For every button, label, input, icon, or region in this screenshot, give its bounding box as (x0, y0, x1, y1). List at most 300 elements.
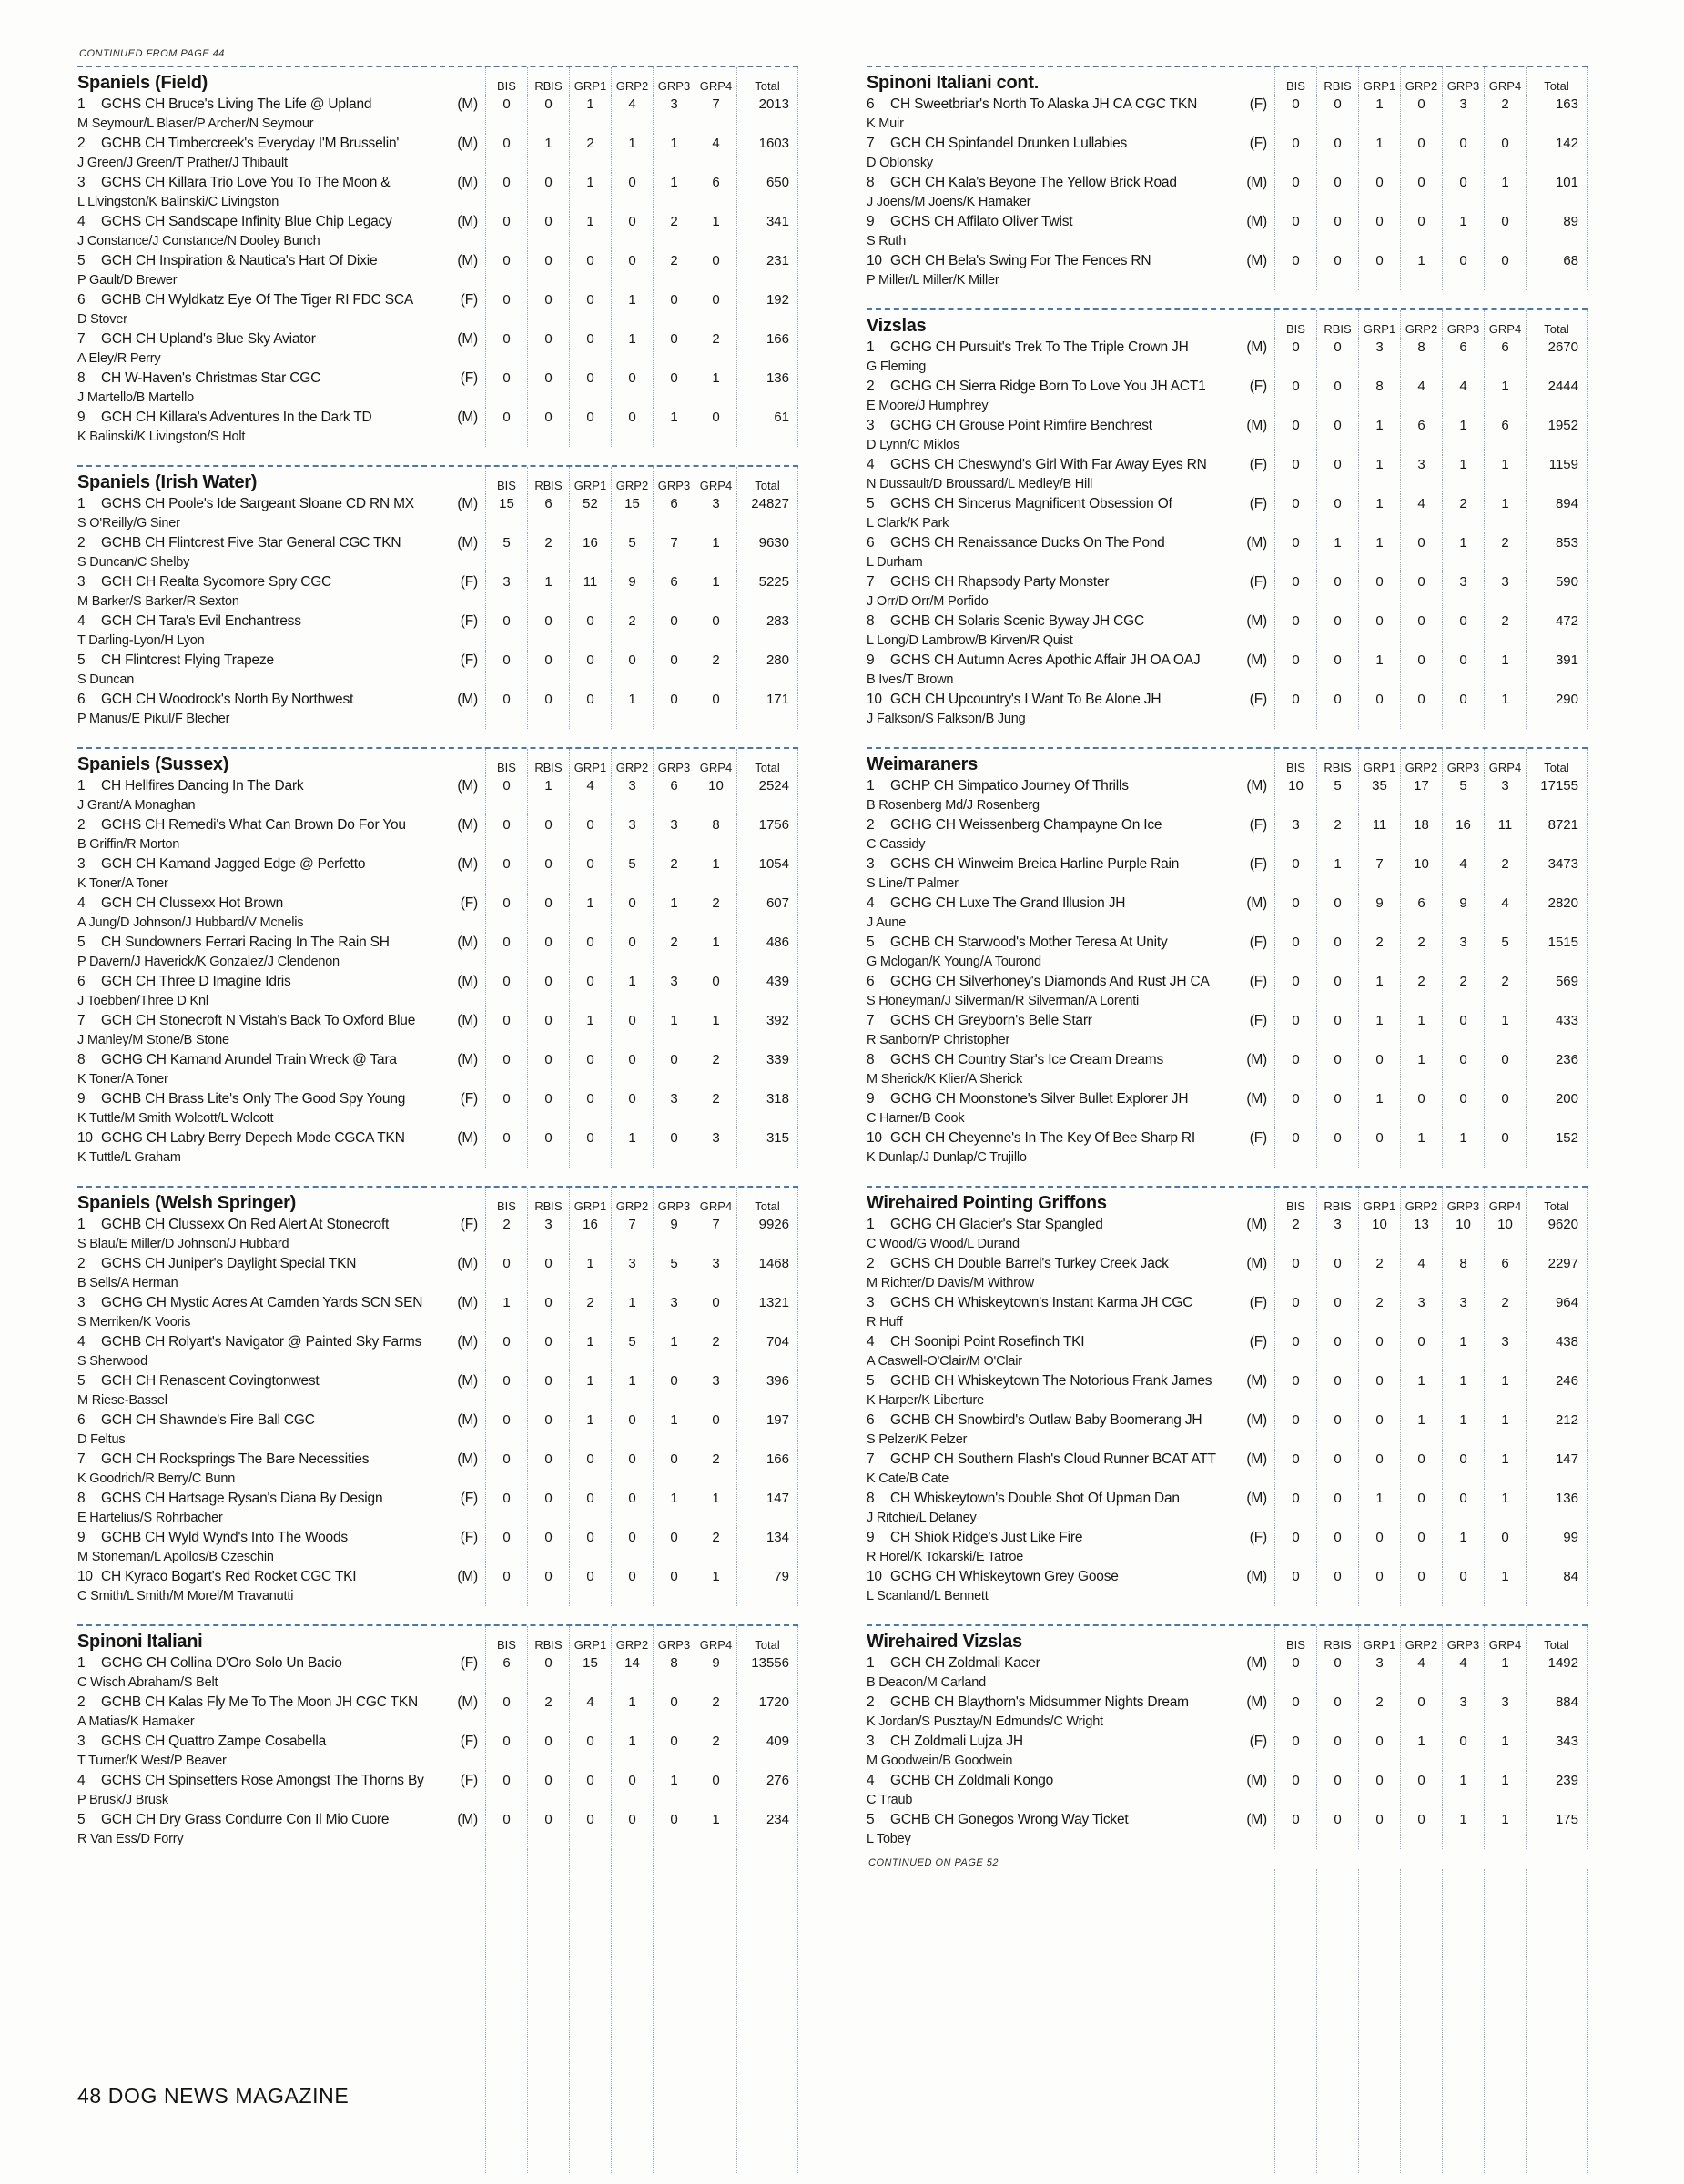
stat-grp4: 1 (695, 1489, 736, 1528)
entry-name-line (77, 815, 480, 835)
entry-row (77, 251, 798, 290)
stat-grp2: 0 (1400, 1489, 1442, 1528)
column-header-grp2: GRP2 (1400, 310, 1442, 338)
stats-header-row (1274, 1188, 1588, 1215)
entry-text (77, 134, 485, 173)
entry-row (77, 1567, 798, 1606)
stat-grp1: 1 (569, 894, 611, 933)
entry-stats (1274, 776, 1588, 815)
entry-owners: R Sanborn/P Christopher (867, 1033, 1010, 1047)
entry-stats (1274, 1128, 1588, 1168)
entry-rank: 10 (77, 1569, 93, 1584)
stat-grp1: 0 (1358, 1371, 1400, 1410)
entry-name-line (867, 1732, 1269, 1752)
entry-stats (485, 533, 798, 572)
stat-grp4: 3 (1484, 1332, 1526, 1371)
entry-sex: (F) (1249, 817, 1267, 833)
entry-text (77, 1089, 485, 1128)
stat-grp3: 1 (1442, 455, 1484, 494)
stat-rbis: 0 (527, 612, 569, 651)
entry-row (867, 95, 1588, 134)
entry-row (77, 1089, 798, 1128)
entry-rank: 2 (867, 1694, 875, 1710)
entry-dog-name: CH Sweetbriar's North To Alaska JH CA CGC TKN (890, 96, 1198, 112)
column-header-rbis: RBIS (527, 67, 569, 95)
stat-grp4: 1 (695, 572, 736, 612)
entry-rank: 8 (77, 1052, 86, 1067)
entry-rank: 5 (867, 1373, 875, 1389)
column-header-grp2: GRP2 (611, 1626, 653, 1653)
stat-grp1: 15 (569, 1653, 611, 1693)
entry-stats (485, 1410, 798, 1450)
stat-total: 472 (1526, 612, 1588, 651)
stat-grp2: 3 (1400, 1293, 1442, 1332)
entry-name-line (77, 572, 480, 592)
entry-owners: M Riese-Bassel (77, 1393, 167, 1408)
entry-stats (1274, 1810, 1588, 1849)
stat-grp4: 1 (1484, 1011, 1526, 1050)
entry-rank: 7 (77, 331, 86, 347)
entry-sex: (M) (1246, 535, 1267, 551)
entry-sex: (F) (460, 370, 478, 386)
entry-row (77, 776, 798, 815)
entry-dog-name: GCH CH Tara's Evil Enchantress (101, 613, 301, 629)
entry-stats (485, 572, 798, 612)
stat-grp2: 3 (1400, 455, 1442, 494)
stat-grp3: 6 (653, 776, 695, 815)
entry-name-line (867, 377, 1269, 397)
entry-stats (485, 1050, 798, 1089)
entry-dog-name: GCHB CH Gonegos Wrong Way Ticket (890, 1812, 1129, 1827)
entry-rank: 1 (77, 496, 86, 511)
stat-grp3: 0 (1442, 1450, 1484, 1489)
column-header-grp1: GRP1 (569, 1188, 611, 1215)
stat-rbis: 0 (1316, 1567, 1358, 1606)
entry-stats (485, 1693, 798, 1732)
stat-bis: 0 (1274, 1293, 1316, 1332)
column-header-grp4: GRP4 (1484, 1188, 1526, 1215)
stat-grp4: 0 (695, 408, 736, 447)
stat-grp1: 11 (1358, 815, 1400, 854)
entry-dog-name: GCHS CH Winweim Breica Harline Purple Rain (890, 856, 1180, 872)
column-header-total: Total (736, 1626, 798, 1653)
column-rule (695, 1849, 736, 2173)
stat-bis: 0 (485, 972, 527, 1011)
stat-grp2: 1 (1400, 251, 1442, 290)
stat-grp1: 0 (1358, 1450, 1400, 1489)
entry-row (867, 494, 1588, 533)
stat-bis: 0 (1274, 1371, 1316, 1410)
stat-bis: 0 (485, 1128, 527, 1168)
stat-grp4: 5 (1484, 933, 1526, 972)
entry-name-line (77, 1653, 480, 1673)
continued-on-note: CONTINUED ON PAGE 52 (868, 1857, 999, 1868)
stat-grp1: 0 (569, 1771, 611, 1810)
column-header-grp4: GRP4 (695, 749, 736, 776)
entry-row (77, 290, 798, 329)
entry-dog-name: GCHS CH Double Barrel's Turkey Creek Jack (890, 1256, 1169, 1271)
entry-dog-name: GCH CH Upland's Blue Sky Aviator (101, 331, 316, 347)
entry-sex: (F) (1249, 935, 1267, 950)
entry-row (867, 1293, 1588, 1332)
stat-total: 136 (736, 369, 798, 408)
entry-sex: (F) (1249, 496, 1267, 511)
stat-rbis: 0 (1316, 1254, 1358, 1293)
stat-grp3: 1 (1442, 1332, 1484, 1371)
entry-owners: S Merriken/K Vooris (77, 1315, 191, 1330)
stat-grp3: 1 (653, 173, 695, 212)
entry-stats (1274, 1089, 1588, 1128)
stat-rbis: 0 (1316, 134, 1358, 173)
stat-grp3: 1 (653, 1489, 695, 1528)
stat-bis: 0 (485, 212, 527, 251)
entry-stats (1274, 416, 1588, 455)
stat-rbis: 0 (527, 173, 569, 212)
stat-rbis: 0 (1316, 1371, 1358, 1410)
stat-grp1: 1 (1358, 416, 1400, 455)
stat-bis: 0 (1274, 612, 1316, 651)
stat-grp3: 0 (653, 651, 695, 690)
stat-rbis: 0 (527, 95, 569, 134)
entry-stats (1274, 1771, 1588, 1810)
entry-name-line (867, 854, 1269, 875)
entry-name-line (867, 1528, 1269, 1548)
entry-sex: (F) (460, 1734, 478, 1749)
entry-name-line (867, 455, 1269, 475)
stat-grp1: 0 (1358, 612, 1400, 651)
stat-grp3: 3 (1442, 95, 1484, 134)
stat-grp1: 16 (569, 1215, 611, 1254)
stat-total: 234 (736, 1810, 798, 1849)
stat-total: 1468 (736, 1254, 798, 1293)
stat-grp3: 0 (653, 612, 695, 651)
stat-bis: 0 (1274, 1528, 1316, 1567)
stat-grp3: 0 (653, 1128, 695, 1168)
entry-dog-name: GCH CH Renascent Covingtonwest (101, 1373, 320, 1389)
entry-name-line (77, 212, 480, 232)
stat-grp3: 0 (1442, 1489, 1484, 1528)
entry-row (867, 1254, 1588, 1293)
column-header-grp4: GRP4 (1484, 1626, 1526, 1653)
stat-grp4: 2 (1484, 1293, 1526, 1332)
entry-row (77, 1489, 798, 1528)
stat-total: 894 (1526, 494, 1588, 533)
stat-rbis: 0 (1316, 1450, 1358, 1489)
stat-grp3: 1 (1442, 1410, 1484, 1450)
entry-owners: J Green/J Green/T Prather/J Thibault (77, 156, 288, 170)
column-header-grp2: GRP2 (611, 67, 653, 95)
entry-rank: 1 (77, 1655, 86, 1671)
entry-dog-name: GCHG CH Luxe The Grand Illusion JH (890, 895, 1126, 911)
stat-grp4: 3 (1484, 1693, 1526, 1732)
column-rule (569, 1849, 611, 2173)
stat-grp3: 5 (1442, 776, 1484, 815)
stat-rbis: 0 (1316, 1771, 1358, 1810)
entry-rank: 2 (77, 136, 86, 151)
stat-total: 2524 (736, 776, 798, 815)
entry-row (77, 1050, 798, 1089)
entry-name-line (77, 408, 480, 428)
stat-grp3: 3 (1442, 933, 1484, 972)
entry-dog-name: CH Soonipi Point Rosefinch TKI (890, 1334, 1085, 1350)
stat-grp3: 1 (1442, 1371, 1484, 1410)
column-header-grp3: GRP3 (653, 1626, 695, 1653)
stat-grp2: 1 (611, 1371, 653, 1410)
entry-name-line (867, 212, 1269, 232)
stat-grp3: 2 (1442, 494, 1484, 533)
entry-sex: (M) (457, 1052, 478, 1067)
stat-bis: 0 (1274, 212, 1316, 251)
entry-owners: L Livingston/K Balinski/C Livingston (77, 195, 279, 209)
entry-rank: 8 (867, 175, 875, 190)
entry-text (867, 494, 1274, 533)
stat-grp2: 1 (1400, 1011, 1442, 1050)
entry-owners: A Matias/K Hamaker (77, 1714, 195, 1729)
entry-dog-name: GCHS CH Spinsetters Rose Amongst The Thorns By (101, 1773, 424, 1788)
stats-header-row (485, 1626, 798, 1653)
entry-dog-name: CH Shiok Ridge's Just Like Fire (890, 1530, 1083, 1545)
entry-owners: P Brusk/J Brusk (77, 1793, 168, 1807)
stat-grp4: 0 (1484, 134, 1526, 173)
column-header-grp1: GRP1 (1358, 310, 1400, 338)
entry-sex: (F) (460, 613, 478, 629)
column-header-grp2: GRP2 (611, 749, 653, 776)
entry-dog-name: GCH CH Realta Sycomore Spry CGC (101, 574, 332, 590)
entry-row (867, 533, 1588, 572)
stat-grp3: 0 (1442, 651, 1484, 690)
column-header-total: Total (736, 67, 798, 95)
stat-rbis: 0 (1316, 377, 1358, 416)
entry-dog-name: GCHB CH Starwood's Mother Teresa At Unity (890, 935, 1168, 950)
entry-text (77, 894, 485, 933)
entry-sex: (M) (1246, 1217, 1267, 1232)
stat-bis: 0 (1274, 933, 1316, 972)
column-header-total: Total (1526, 67, 1588, 95)
stat-grp1: 0 (569, 290, 611, 329)
entry-name-line (77, 612, 480, 632)
entry-text (867, 1089, 1274, 1128)
stat-bis: 0 (485, 329, 527, 369)
entry-sex: (F) (460, 1217, 478, 1232)
stat-total: 192 (736, 290, 798, 329)
stat-total: 79 (736, 1567, 798, 1606)
entry-stats (485, 251, 798, 290)
entry-name-line (867, 612, 1269, 632)
entry-sex: (F) (460, 292, 478, 308)
entry-sex: (M) (1246, 1256, 1267, 1271)
stat-rbis: 5 (1316, 776, 1358, 815)
stat-grp4: 2 (695, 894, 736, 933)
entry-row (867, 1011, 1588, 1050)
entry-rank: 7 (867, 574, 875, 590)
entry-sex: (M) (1246, 253, 1267, 268)
entry-name-line (77, 1332, 480, 1352)
entry-stats (485, 776, 798, 815)
stat-bis: 0 (1274, 1128, 1316, 1168)
entry-sex: (M) (457, 1013, 478, 1028)
entry-stats (485, 1528, 798, 1567)
stat-grp3: 0 (653, 329, 695, 369)
stat-grp1: 0 (569, 651, 611, 690)
stat-grp2: 15 (611, 494, 653, 533)
entry-name-line (77, 1489, 480, 1509)
entry-rank: 8 (77, 1491, 86, 1506)
entry-row (867, 455, 1588, 494)
entry-dog-name: GCH CH Shawnde's Fire Ball CGC (101, 1412, 315, 1428)
entry-rank: 1 (77, 96, 86, 112)
entry-rank: 5 (867, 1812, 875, 1827)
stat-total: 212 (1526, 1410, 1588, 1450)
stat-grp4: 2 (695, 651, 736, 690)
stat-rbis: 0 (527, 1050, 569, 1089)
stat-grp2: 1 (1400, 1128, 1442, 1168)
stat-total: 147 (1526, 1450, 1588, 1489)
stat-rbis: 0 (527, 1489, 569, 1528)
stat-rbis: 0 (1316, 1732, 1358, 1771)
stat-grp4: 0 (1484, 251, 1526, 290)
entry-stats (1274, 173, 1588, 212)
stat-grp1: 1 (1358, 533, 1400, 572)
entry-text (867, 1050, 1274, 1089)
column-header-grp4: GRP4 (1484, 310, 1526, 338)
stat-grp2: 17 (1400, 776, 1442, 815)
entry-sex: (M) (457, 1694, 478, 1710)
entry-sex: (M) (457, 1334, 478, 1350)
stat-rbis: 0 (1316, 416, 1358, 455)
entry-sex: (M) (1246, 613, 1267, 629)
stat-grp2: 9 (611, 572, 653, 612)
entry-rank: 6 (867, 535, 875, 551)
entry-stats (1274, 572, 1588, 612)
column-header-total: Total (1526, 310, 1588, 338)
entry-sex: (M) (1246, 1694, 1267, 1710)
section-title: Spinoni Italiani (77, 1632, 203, 1652)
stat-grp2: 10 (1400, 854, 1442, 894)
stat-grp1: 0 (569, 1450, 611, 1489)
stat-grp3: 6 (1442, 338, 1484, 377)
stat-grp2: 0 (1400, 533, 1442, 572)
entry-stats (485, 894, 798, 933)
entry-name-line (867, 815, 1269, 835)
entry-name-line (867, 95, 1269, 115)
column-header-rbis: RBIS (1316, 310, 1358, 338)
entry-rank: 7 (77, 1451, 86, 1467)
entry-dog-name: GCH CH Rocksprings The Bare Necessities (101, 1451, 370, 1467)
stat-total: 231 (736, 251, 798, 290)
entry-dog-name: GCHB CH Snowbird's Outlaw Baby Boomerang JH (890, 1412, 1202, 1428)
entry-rank: 4 (867, 1334, 875, 1350)
entry-name-line (77, 1732, 480, 1752)
stat-grp4: 1 (1484, 1810, 1526, 1849)
stat-total: 101 (1526, 173, 1588, 212)
stat-grp4: 6 (1484, 1254, 1526, 1293)
entry-row (867, 134, 1588, 173)
stat-grp2: 0 (1400, 1810, 1442, 1849)
entry-stats (485, 1810, 798, 1849)
stat-grp4: 2 (1484, 612, 1526, 651)
entry-text (77, 290, 485, 329)
entry-stats (485, 1567, 798, 1606)
stat-total: 84 (1526, 1567, 1588, 1606)
entry-dog-name: GCHS CH Country Star's Ice Cream Dreams (890, 1052, 1164, 1067)
entry-rank: 10 (77, 1130, 93, 1146)
entry-text (77, 1693, 485, 1732)
stat-grp3: 7 (653, 533, 695, 572)
right-sections (867, 47, 1588, 1849)
entry-stats (485, 1332, 798, 1371)
stat-grp1: 0 (569, 1567, 611, 1606)
stat-total: 1515 (1526, 933, 1588, 972)
stat-bis: 0 (1274, 1653, 1316, 1693)
stat-bis: 0 (485, 251, 527, 290)
stat-grp1: 0 (1358, 1567, 1400, 1606)
stat-grp2: 0 (611, 212, 653, 251)
stat-grp3: 0 (1442, 1732, 1484, 1771)
stats-header-row (485, 749, 798, 776)
stat-bis: 3 (1274, 815, 1316, 854)
column-header-grp3: GRP3 (1442, 1626, 1484, 1653)
entry-dog-name: GCHS CH Hartsage Rysan's Diana By Design (101, 1491, 383, 1506)
stat-grp1: 0 (569, 369, 611, 408)
left-column (77, 47, 798, 2173)
entry-text (867, 651, 1274, 690)
section-title: Wirehaired Pointing Griffons (867, 1193, 1107, 1213)
column-rule (1316, 1869, 1358, 2173)
entry-row (77, 1332, 798, 1371)
entry-name-line (77, 1450, 480, 1470)
entry-rank: 6 (867, 974, 875, 989)
stat-total: 607 (736, 894, 798, 933)
stat-grp2: 0 (1400, 1450, 1442, 1489)
stat-bis: 0 (1274, 572, 1316, 612)
entry-row (867, 1410, 1588, 1450)
entry-stats (1274, 1567, 1588, 1606)
entry-owners: D Lynn/C Miklos (867, 438, 960, 452)
entry-owners: J Toebben/Three D Knl (77, 994, 208, 1008)
column-header-grp2: GRP2 (1400, 749, 1442, 776)
stat-total: 236 (1526, 1050, 1588, 1089)
entry-dog-name: GCHG CH Whiskeytown Grey Goose (890, 1569, 1119, 1584)
stat-grp2: 4 (1400, 494, 1442, 533)
entry-sex: (F) (1249, 457, 1267, 472)
stat-grp3: 0 (653, 290, 695, 329)
entry-stats (1274, 212, 1588, 251)
entry-row (867, 1528, 1588, 1567)
stat-grp1: 7 (1358, 854, 1400, 894)
filler-stats (485, 1849, 798, 2173)
stat-bis: 0 (485, 1528, 527, 1567)
stat-rbis: 0 (1316, 1128, 1358, 1168)
column-rule (1274, 1869, 1316, 2173)
stat-total: 89 (1526, 212, 1588, 251)
stat-total: 197 (736, 1410, 798, 1450)
entry-sex: (M) (1246, 418, 1267, 433)
entry-rank: 9 (77, 1091, 86, 1107)
stat-grp4: 0 (1484, 212, 1526, 251)
stat-grp4: 1 (695, 369, 736, 408)
entry-name-line (867, 533, 1269, 553)
stat-total: 318 (736, 1089, 798, 1128)
entry-row (77, 408, 798, 447)
stat-grp4: 2 (695, 1050, 736, 1089)
column-rule (611, 1849, 653, 2173)
stat-grp1: 1 (569, 1254, 611, 1293)
entry-sex: (F) (1249, 1013, 1267, 1028)
stat-grp2: 1 (611, 1732, 653, 1771)
entry-rank: 7 (867, 1451, 875, 1467)
entry-text (867, 1332, 1274, 1371)
stat-rbis: 0 (1316, 1693, 1358, 1732)
